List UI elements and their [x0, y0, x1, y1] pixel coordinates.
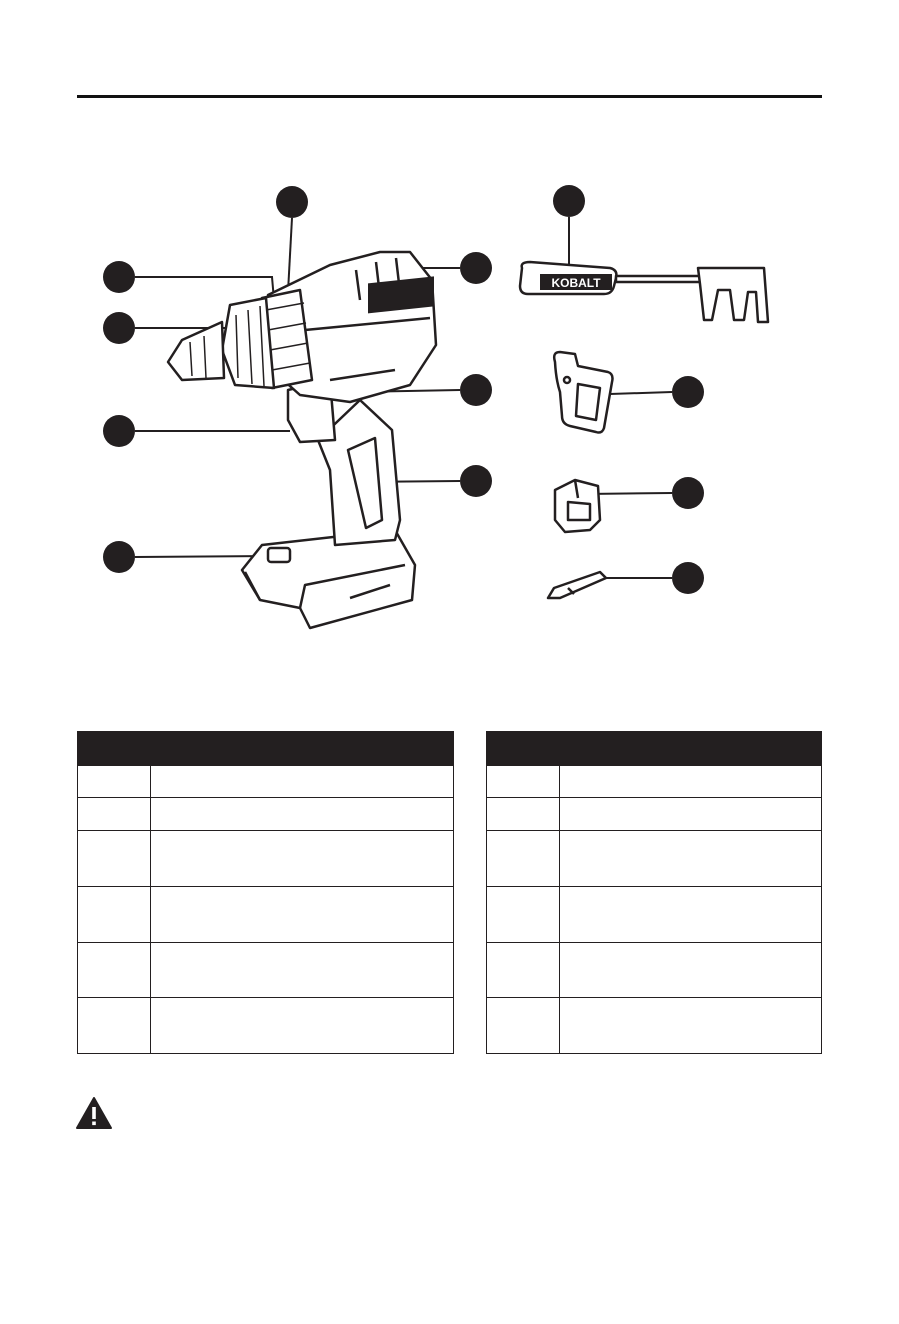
table-cell: [151, 887, 454, 943]
callout-marker: [553, 185, 585, 217]
table-row: [78, 887, 454, 943]
sub-brand-text: BRUSHLESS: [376, 342, 427, 357]
callout-marker: [103, 312, 135, 344]
table-cell: [78, 887, 151, 943]
table-row: [487, 831, 822, 887]
header-cell: [560, 732, 822, 766]
table-cell: [487, 943, 560, 998]
callout-marker: [672, 376, 704, 408]
callout-marker: [103, 415, 135, 447]
table-cell: [78, 766, 151, 798]
parts-table-left: [77, 731, 454, 1054]
table-cell: [487, 766, 560, 798]
parts-figure: [0, 0, 899, 660]
side-handle-drawing: [520, 262, 768, 322]
handle-brand: [540, 274, 612, 290]
table-cell: [487, 798, 560, 831]
callout-marker: [103, 261, 135, 293]
table-row: [78, 766, 454, 798]
table-cell: [151, 798, 454, 831]
handle-brand-text: KOBALT: [551, 276, 601, 290]
table-cell: [560, 887, 822, 943]
table-cell: [151, 998, 454, 1054]
table-row: [78, 831, 454, 887]
table-row: [487, 766, 822, 798]
table-cell: [560, 798, 822, 831]
table-row: [78, 998, 454, 1054]
table-header-row: [78, 732, 454, 766]
screwdriver-bit-drawing: [548, 572, 606, 598]
table-cell: [78, 943, 151, 998]
header-cell: [151, 732, 454, 766]
table-cell: [560, 831, 822, 887]
table-cell: [78, 798, 151, 831]
callout-marker: [460, 465, 492, 497]
table-cell: [487, 887, 560, 943]
parts-table-right: [486, 731, 822, 1054]
table-row: [487, 798, 822, 831]
table-row: [78, 943, 454, 998]
callout-marker: [460, 374, 492, 406]
table-cell: [151, 766, 454, 798]
table-cell: [487, 831, 560, 887]
table-row: [78, 798, 454, 831]
belt-clip-drawing: [554, 352, 612, 433]
header-cell: [78, 732, 151, 766]
warning-triangle-icon: [75, 1096, 113, 1130]
callout-marker: [672, 477, 704, 509]
table-cell: [560, 766, 822, 798]
table-cell: [78, 831, 151, 887]
callout-marker: [276, 186, 308, 218]
table-row: [487, 943, 822, 998]
table-cell: [560, 943, 822, 998]
table-cell: [487, 998, 560, 1054]
table-cell: [151, 831, 454, 887]
table-row: [487, 998, 822, 1054]
callout-markers: [103, 185, 704, 594]
table-cell: [78, 998, 151, 1054]
table-row: [487, 887, 822, 943]
callout-marker: [460, 252, 492, 284]
callout-marker: [103, 541, 135, 573]
brand-text: KOBALT: [370, 323, 429, 345]
table-cell: [151, 943, 454, 998]
bit-holder-drawing: [555, 480, 600, 532]
table-header-row: [487, 732, 822, 766]
table-cell: [560, 998, 822, 1054]
header-cell: [487, 732, 560, 766]
callout-marker: [672, 562, 704, 594]
